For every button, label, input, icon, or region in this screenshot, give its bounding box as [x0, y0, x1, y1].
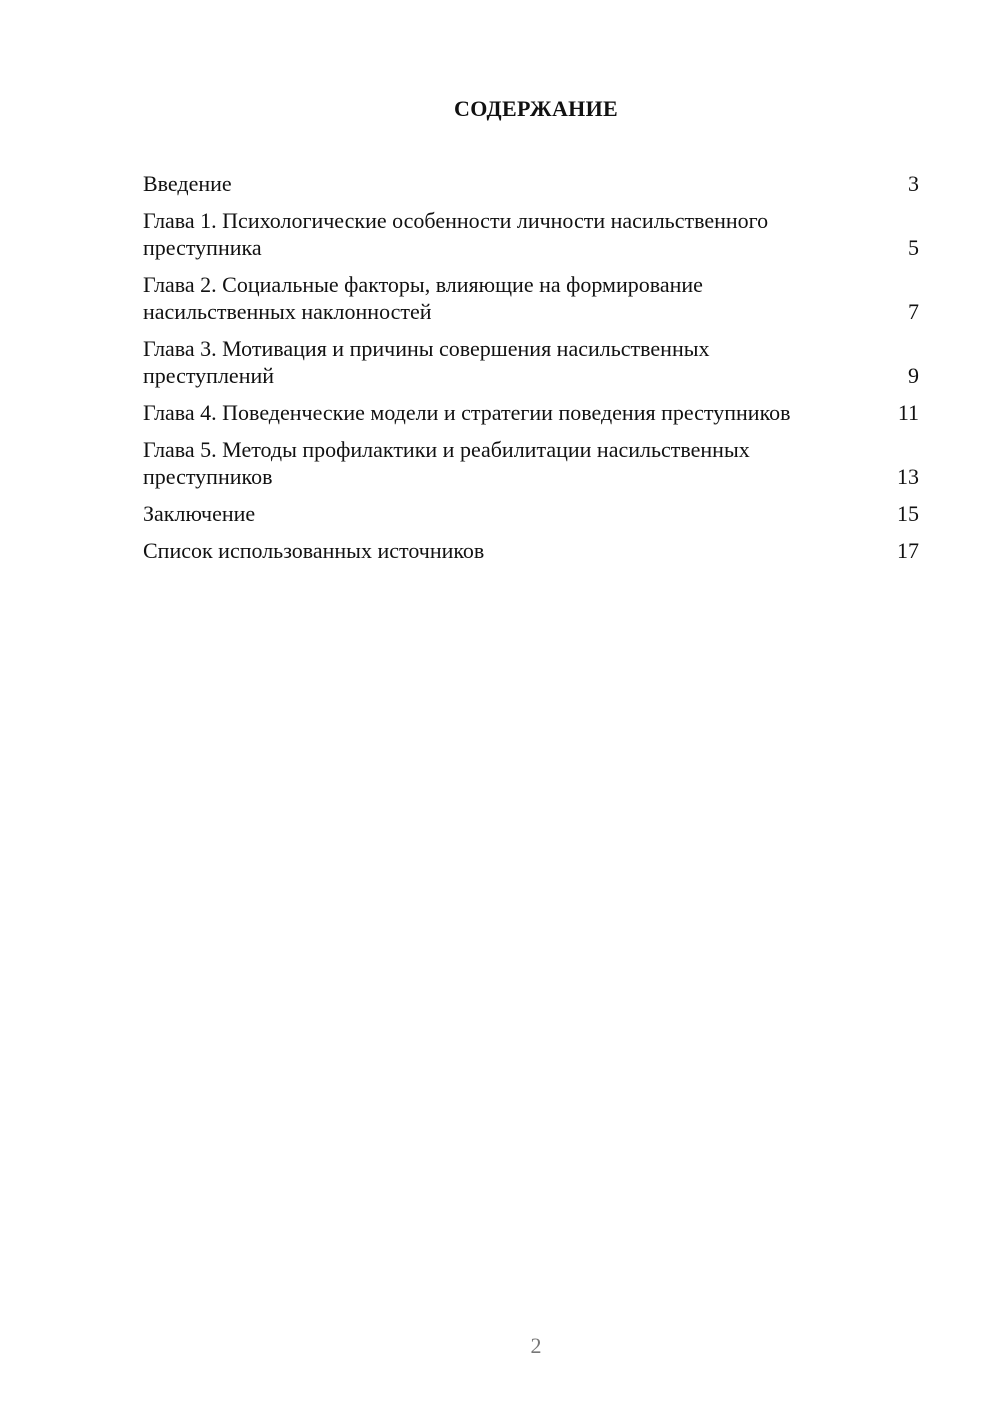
- toc-entry-page: 9: [908, 363, 919, 388]
- toc-entry-conclusion[interactable]: [143, 500, 919, 527]
- toc-entry-text: Глава 2. Социальные факторы, влияющие на формирование насильственных наклонностей: [143, 272, 703, 324]
- toc-entry-page: 3: [908, 171, 919, 196]
- page-number: 2: [530, 1333, 542, 1358]
- toc-entry-text: Список использованных источников: [143, 538, 485, 563]
- toc-entry-page: 13: [897, 464, 919, 489]
- toc-title: СОДЕРЖАНИЕ: [454, 96, 618, 121]
- toc-entry-chapter-1[interactable]: [143, 207, 919, 261]
- toc-entry-text: Заключение: [143, 501, 256, 526]
- toc-entry-text: Глава 1. Психологические особенности личности насильственного преступника: [143, 208, 769, 260]
- toc-entry-text: Глава 3. Мотивация и причины совершения насильственных преступлений: [143, 336, 710, 388]
- toc-entry-references[interactable]: [143, 537, 919, 564]
- toc-entry-chapter-2[interactable]: [143, 271, 919, 325]
- table-of-contents: [143, 170, 919, 574]
- toc-entry-text: Глава 5. Методы профилактики и реабилитации насильственных преступников: [143, 437, 750, 489]
- toc-entry-page: 15: [897, 501, 919, 526]
- toc-entry-text: Введение: [143, 171, 232, 196]
- toc-entry-page: 5: [908, 235, 919, 260]
- toc-entry-text: Глава 4. Поведенческие модели и стратегии поведения преступников: [143, 400, 791, 425]
- toc-entry-page: 17: [897, 538, 919, 563]
- toc-entry-page: 7: [908, 299, 919, 324]
- toc-entry-chapter-4[interactable]: [143, 399, 919, 426]
- toc-entry-introduction[interactable]: [143, 170, 919, 197]
- toc-entry-chapter-5[interactable]: [143, 436, 919, 490]
- toc-entry-chapter-3[interactable]: [143, 335, 919, 389]
- toc-entry-page: 11: [897, 400, 919, 425]
